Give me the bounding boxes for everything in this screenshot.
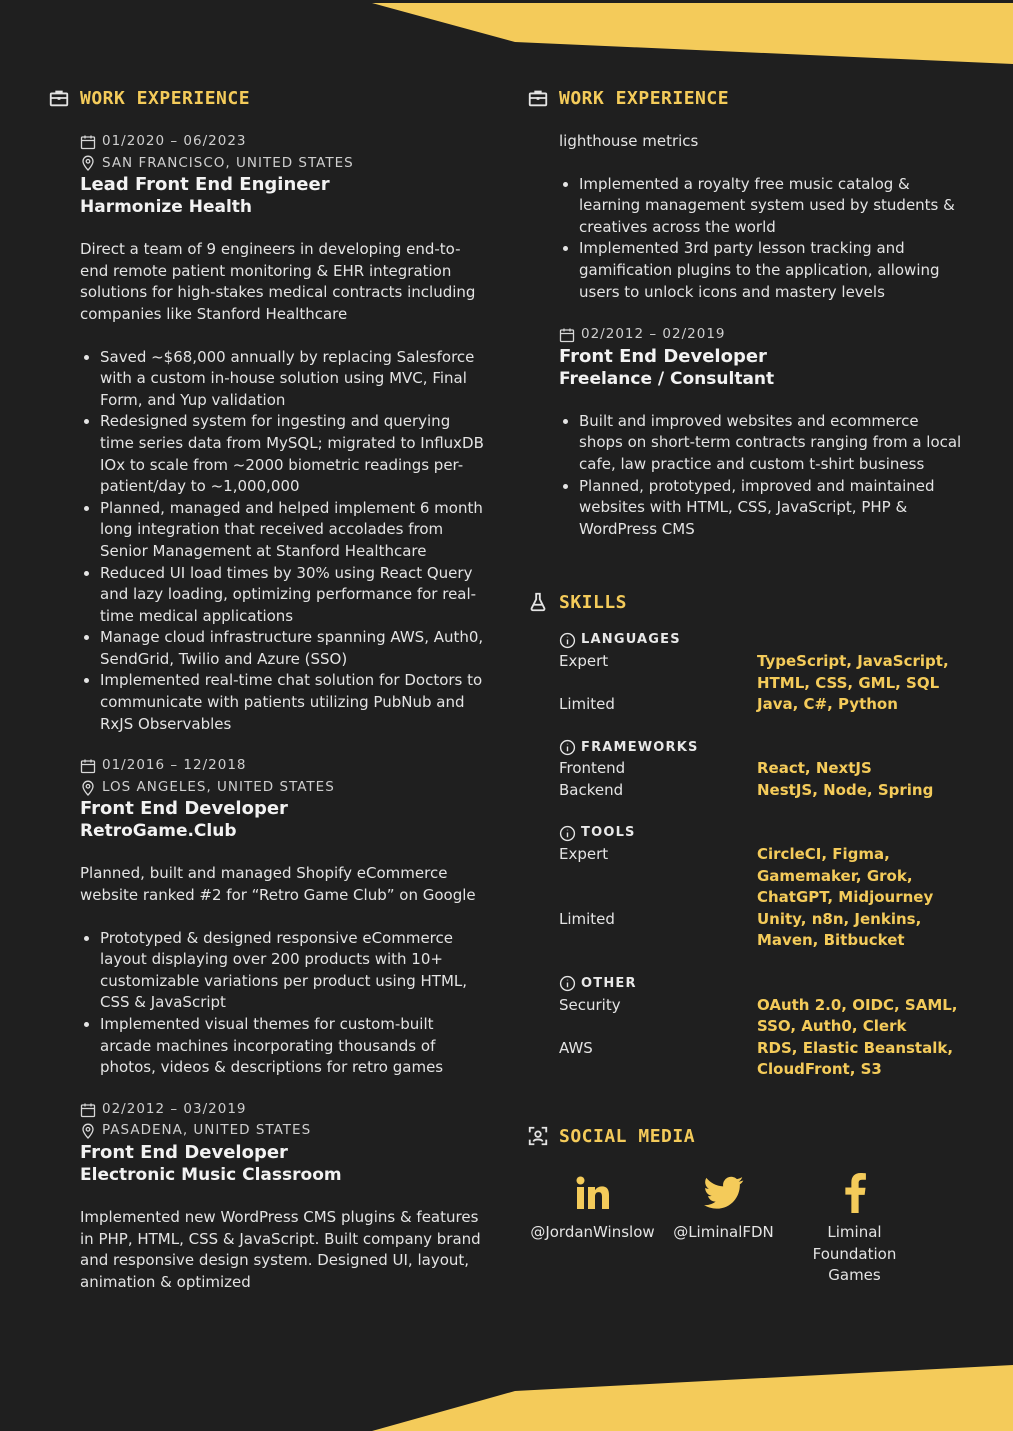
list-item: • Prototyped & designed responsive eCommerce layout displaying over 200 products with 10+ customizable variations per product using HTML, CSS & JavaScript <box>100 928 488 1014</box>
skill-row <box>559 694 967 716</box>
job-description: lighthouse metrics <box>559 132 699 150</box>
work-experience-heading <box>48 84 488 112</box>
list-item: • Implemented 3rd party lesson tracking and gamification plugins to the application, allowing users to unlock icons and mastery levels <box>579 238 967 303</box>
calendar-icon <box>80 758 96 774</box>
skills-heading <box>527 588 967 616</box>
info-icon <box>559 739 576 756</box>
briefcase-icon <box>527 87 549 109</box>
social-media-heading <box>527 1122 967 1150</box>
list-item: • Built and improved websites and ecommerce shops on short-term contracts ranging from a local cafe, law practice and custom t-shirt business <box>579 411 967 476</box>
list-item: • Implemented visual themes for custom-built arcade machines incorporating thousands of photos, videos & descriptions for retro games <box>100 1014 488 1079</box>
linkedin-icon <box>576 1176 610 1210</box>
skill-values: TypeScript, JavaScript, HTML, CSS, GML, SQL <box>757 651 949 692</box>
skill-level: Frontend <box>559 759 626 778</box>
skill-row <box>559 844 967 909</box>
list-item: • Manage cloud infrastructure spanning AWS, Auth0, SendGrid, Twilio and Azure (SSO) <box>100 627 488 670</box>
job-company: Freelance / Consultant <box>559 368 775 389</box>
location-pin-icon <box>80 155 96 171</box>
facebook-icon <box>844 1173 866 1213</box>
job-location: LOS ANGELES, UNITED STATES <box>80 777 488 799</box>
skill-level: Expert <box>559 651 609 670</box>
skill-level: AWS <box>559 1038 593 1057</box>
left-column <box>48 84 488 1293</box>
skill-group-tools <box>559 822 967 952</box>
skill-level: Limited <box>559 695 615 714</box>
social-handle: @LiminalFDN <box>673 1223 774 1241</box>
list-item: • Implemented a royalty free music catalog & learning management system used by students & creatives across the world <box>579 174 967 239</box>
job-entry <box>80 755 488 1079</box>
calendar-icon <box>559 327 575 343</box>
info-icon <box>559 975 576 992</box>
job-dates: 01/2016 – 12/2018 <box>80 755 488 777</box>
section-title-text: SKILLS <box>559 591 628 613</box>
list-item: • Reduced UI load times by 30% using React Query and lazy loading, optimizing performance for real-time medical applications <box>100 563 488 628</box>
bottom-accent-shape <box>372 1365 1013 1431</box>
skills-list <box>559 629 967 1081</box>
job-continuation <box>559 131 967 303</box>
job-bullets <box>559 411 967 541</box>
job-location: SAN FRANCISCO, UNITED STATES <box>80 153 488 175</box>
skill-group-languages <box>559 629 967 715</box>
job-company: Electronic Music Classroom <box>80 1164 342 1185</box>
skill-row <box>559 995 967 1038</box>
flask-icon <box>527 591 549 613</box>
profile-scan-icon <box>527 1125 549 1147</box>
job-title: Front End Developer <box>80 798 288 820</box>
skill-row <box>559 909 967 952</box>
job-title: Lead Front End Engineer <box>80 174 330 196</box>
skill-category: TOOLS <box>559 822 967 844</box>
skill-group-frameworks <box>559 737 967 802</box>
right-column <box>527 84 967 1287</box>
job-bullets <box>80 347 488 736</box>
job-dates: 01/2020 – 06/2023 <box>80 131 488 153</box>
skill-level: Expert <box>559 845 609 864</box>
skill-values: NestJS, Node, Spring <box>757 780 934 799</box>
social-twitter[interactable] <box>658 1164 789 1287</box>
twitter-icon <box>704 1176 744 1210</box>
skill-values: RDS, Elastic Beanstalk, CloudFront, S3 <box>757 1038 954 1079</box>
job-company: RetroGame.Club <box>80 821 237 842</box>
skill-row <box>559 758 967 780</box>
job-title: Front End Developer <box>559 345 767 367</box>
skill-category: LANGUAGES <box>559 629 967 651</box>
skill-row <box>559 651 967 694</box>
job-description: Direct a team of 9 engineers in developing end-to-end remote patient monitoring & EHR integration solutions for high-stakes medical contracts including companies like Stanford Healthcare <box>80 240 476 323</box>
job-location: PASADENA, UNITED STATES <box>80 1120 488 1142</box>
skill-level: Backend <box>559 780 624 799</box>
skill-category: OTHER <box>559 973 967 995</box>
job-entry <box>80 1099 488 1294</box>
briefcase-icon <box>48 87 70 109</box>
social-links <box>527 1164 967 1287</box>
social-linkedin[interactable] <box>527 1164 658 1287</box>
list-item: • Redesigned system for ingesting and querying time series data from MySQL; migrated to InfluxDB IOx to scale from ~2000 biometric readings per-patient/day to ~1,000,000 <box>100 411 488 497</box>
skill-level: Security <box>559 995 621 1014</box>
section-title-text: SOCIAL MEDIA <box>559 1125 696 1147</box>
skill-values: OAuth 2.0, OIDC, SAML, SSO, Auth0, Clerk <box>757 995 958 1036</box>
info-icon <box>559 825 576 842</box>
social-facebook[interactable] <box>789 1164 920 1287</box>
job-bullets <box>559 174 967 304</box>
job-description: Planned, built and managed Shopify eCommerce website ranked #2 for “Retro Game Club” on Google <box>80 864 476 905</box>
skill-level: Limited <box>559 909 615 928</box>
skill-category: FRAMEWORKS <box>559 737 967 759</box>
skill-values: Java, C#, Python <box>757 695 898 714</box>
social-handle: @JordanWinslow <box>530 1223 655 1241</box>
info-icon <box>559 632 576 649</box>
job-dates: 02/2012 – 03/2019 <box>80 1099 488 1121</box>
skill-row <box>559 1038 967 1081</box>
job-description: Implemented new WordPress CMS plugins & features in PHP, HTML, CSS & JavaScript. Built company brand and responsive design system. Designed UI, layout, animation & optimized <box>80 1207 481 1291</box>
list-item: • Planned, prototyped, improved and maintained websites with HTML, CSS, JavaScript, PHP & WordPress CMS <box>579 476 967 541</box>
skill-group-other <box>559 973 967 1081</box>
skill-values: React, NextJS <box>757 759 872 778</box>
location-pin-icon <box>80 1123 96 1139</box>
skill-values: Unity, n8n, Jenkins, Maven, Bitbucket <box>757 909 922 950</box>
job-dates: 02/2012 – 02/2019 <box>559 324 967 346</box>
job-bullets <box>80 928 488 1079</box>
list-item: • Saved ~$68,000 annually by replacing Salesforce with a custom in-house solution using MVC, Final Form, and Yup validation <box>100 347 488 412</box>
list-item: • Planned, managed and helped implement 6 month long integration that received accolades from Senior Management at Stanford Healthcare <box>100 498 488 563</box>
skill-values: CircleCI, Figma, Gamemaker, Grok, ChatGPT, Midjourney <box>757 845 934 907</box>
section-title-text: WORK EXPERIENCE <box>559 87 730 109</box>
list-item: • Implemented real-time chat solution for Doctors to communicate with patients utilizing PubNub and RxJS Observables <box>100 670 488 735</box>
location-pin-icon <box>80 780 96 796</box>
job-company: Harmonize Health <box>80 197 253 218</box>
job-entry <box>80 131 488 735</box>
work-experience-heading <box>527 84 967 112</box>
social-handle: Liminal Foundation Games <box>812 1223 897 1285</box>
skill-row <box>559 780 967 802</box>
job-title: Front End Developer <box>80 1141 288 1163</box>
job-entry <box>559 324 967 540</box>
top-accent-shape <box>372 3 1013 64</box>
calendar-icon <box>80 134 96 150</box>
calendar-icon <box>80 1102 96 1118</box>
section-title-text: WORK EXPERIENCE <box>80 87 251 109</box>
